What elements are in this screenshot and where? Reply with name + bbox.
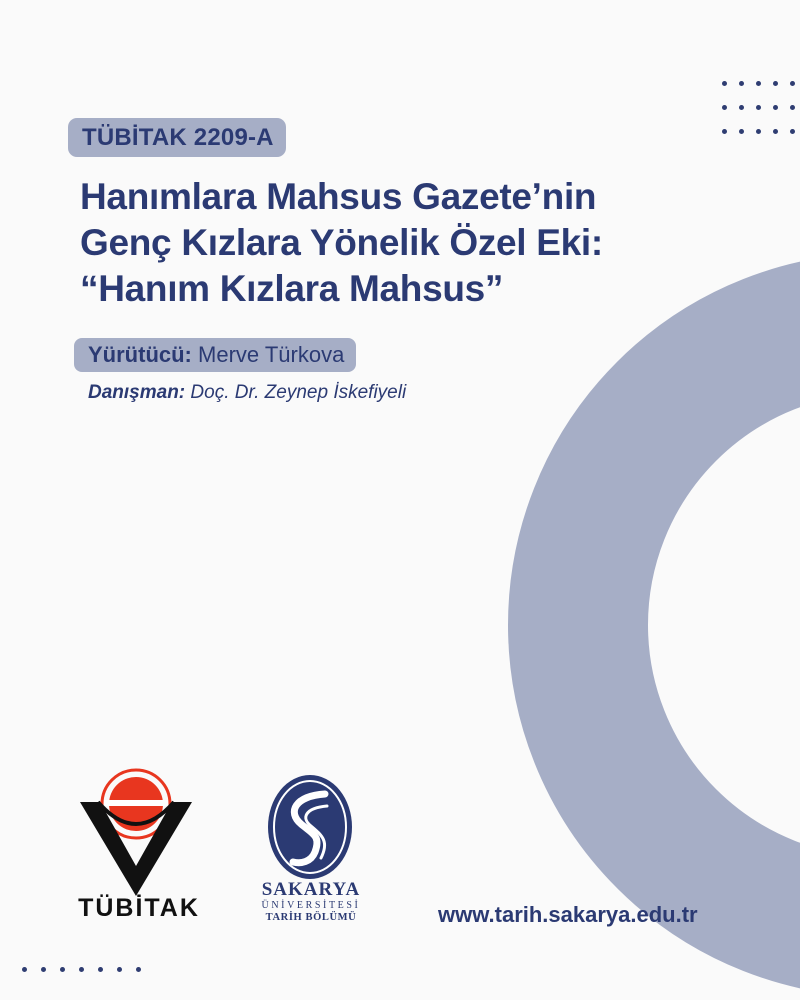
title-line-1: Hanımlara Mahsus Gazete’nin [80, 176, 597, 217]
sakarya-name-line-1: SAKARYA [261, 879, 361, 900]
researcher-badge [74, 338, 356, 372]
title-line-3: “Hanım Kızlara Mahsus” [80, 268, 504, 309]
title-line-2: Genç Kızlara Yönelik Özel Eki: [80, 222, 603, 263]
website-link[interactable]: www.tarih.sakarya.edu.tr [438, 902, 698, 927]
sakarya-name-line-2: ÜNİVERSİTESİ [261, 900, 361, 911]
sakarya-university-logo-icon [265, 772, 355, 882]
advisor-name: Doç. Dr. Zeynep İskefiyeli [190, 382, 407, 403]
sakarya-name-line-3: TARİH BÖLÜMÜ [265, 912, 357, 923]
project-title [80, 174, 760, 312]
sakarya-university-name [252, 880, 370, 924]
advisor-label: Danışman: [88, 382, 186, 403]
program-badge: TÜBİTAK 2209-A [68, 118, 286, 157]
tubitak-wordmark: TÜBİTAK [78, 894, 200, 922]
advisor-line [88, 382, 406, 404]
researcher-name: Merve Türkova [198, 342, 345, 367]
researcher-label: Yürütücü: [88, 342, 192, 367]
